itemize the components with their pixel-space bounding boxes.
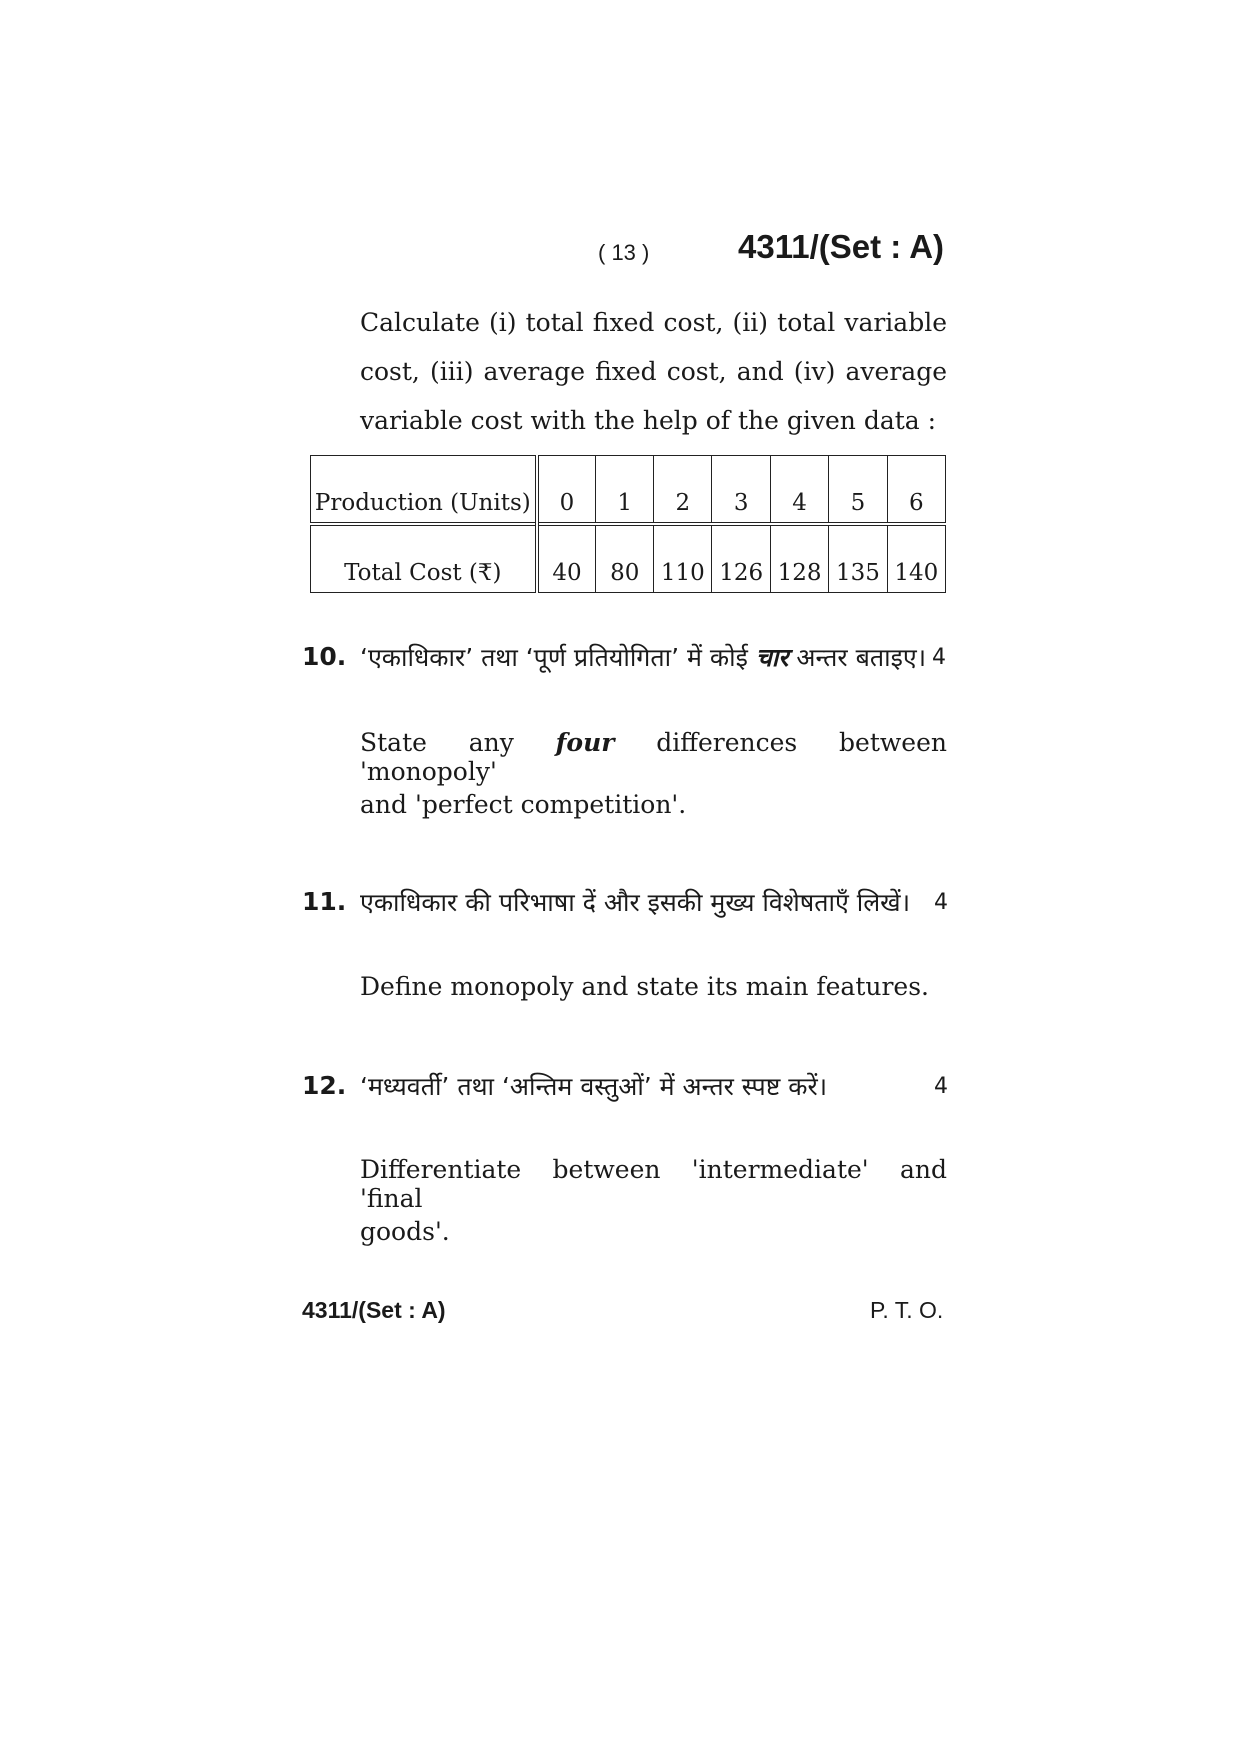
table-header-production: Production (Units): [311, 456, 537, 525]
question-10-english-pre: State any: [360, 728, 514, 757]
total-cost-cell: 128: [770, 524, 828, 593]
question-10-english-line-2: and 'perfect competition'.: [360, 790, 687, 819]
question-11-number: 11.: [302, 887, 347, 916]
question-9-text-line-2: cost, (iii) average fixed cost, and (iv) average: [360, 357, 947, 386]
production-cell: 6: [887, 456, 945, 525]
production-cell: 1: [596, 456, 654, 525]
question-10-number: 10.: [302, 642, 347, 671]
total-cost-cell: 110: [654, 524, 712, 593]
question-10-hindi-pre: ‘एकाधिकार’ तथा ‘पूर्ण प्रतियोगिता’ में कोई: [360, 643, 748, 672]
question-10-english-emphasis: four: [555, 728, 615, 757]
production-cell: 2: [654, 456, 712, 525]
question-12-number: 12.: [302, 1071, 347, 1100]
question-10-english-post: differences between 'monopoly': [360, 728, 947, 786]
question-11-hindi: एकाधिकार की परिभाषा दें और इसकी मुख्य विशेषताएँ लिखें।: [360, 888, 911, 917]
question-12-english-line-1: Differentiate between 'intermediate' and 'final: [360, 1155, 947, 1213]
footer-paper-code: 4311/(Set : A): [302, 1297, 446, 1323]
question-9-text-line-1: Calculate (i) total fixed cost, (ii) total variable: [360, 308, 947, 337]
question-10-hindi: [360, 640, 926, 674]
question-9-text-line-3: variable cost with the help of the given data :: [360, 406, 937, 435]
table-row-production: [311, 456, 946, 525]
cost-data-table: [310, 455, 946, 593]
table-header-total-cost: Total Cost (₹): [311, 524, 537, 593]
question-12-marks: 4: [934, 1074, 948, 1099]
question-10-marks: 4: [932, 645, 946, 670]
question-11-marks: 4: [934, 890, 948, 915]
page-number: ( 13 ): [598, 240, 650, 265]
total-cost-cell: 40: [537, 524, 596, 593]
total-cost-cell: 140: [887, 524, 945, 593]
footer-pto: P. T. O.: [870, 1297, 944, 1323]
question-10-hindi-emphasis: चार: [755, 643, 789, 672]
question-11-english: Define monopoly and state its main features.: [360, 972, 930, 1001]
production-cell: 5: [829, 456, 887, 525]
question-10-english-line-1: [360, 728, 947, 786]
production-cell: 4: [770, 456, 828, 525]
total-cost-cell: 126: [712, 524, 770, 593]
paper-code-header: 4311/(Set : A): [738, 228, 945, 265]
total-cost-cell: 80: [596, 524, 654, 593]
production-cell: 3: [712, 456, 770, 525]
table-row-total-cost: [311, 524, 946, 593]
question-10-hindi-post: अन्तर बताइए।: [796, 643, 927, 672]
production-cell: 0: [537, 456, 596, 525]
question-12-english-line-2: goods'.: [360, 1217, 450, 1246]
question-12-hindi: ‘मध्यवर्ती’ तथा ‘अन्तिम वस्तुओं’ में अन्तर स्पष्ट करें।: [360, 1072, 828, 1101]
total-cost-cell: 135: [829, 524, 887, 593]
